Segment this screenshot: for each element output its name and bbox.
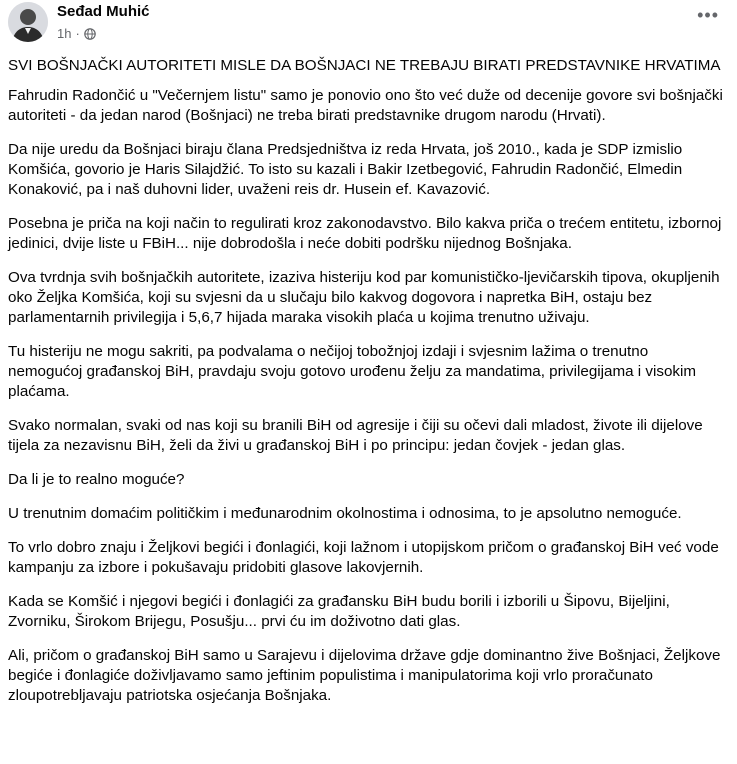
avatar-photo — [8, 2, 48, 42]
post-paragraph: Da nije uredu da Bošnjaci biraju člana Predsjedništva iz reda Hrvata, još 2010., kada je SDP izmislio Komšića, govorio je Haris Silajdžić. To isto su kazali i Bakir Izetbegović, Fahrudin Radončić, Elmedin Konaković, pa i naš duhovni lider, uvaženi reis dr. Husein ef. Kavazović. — [8, 141, 683, 198]
post-headline: SVI BOŠNJAČKI AUTORITETI MISLE DA BOŠNJACI NE TREBAJU BIRATI PREDSTAVNIKE HRVATIMA — [8, 57, 721, 74]
more-options-icon[interactable]: ••• — [697, 5, 719, 25]
post-paragraph: Kada se Komšić i njegovi begići i đonlagići za građansku BiH budu borili i izborili u Šipovu, Bijeljini, Zvorniku, Širokom Brijegu, Posušju... prvi ću im doživotno dati glas. — [8, 593, 670, 630]
avatar[interactable] — [8, 2, 48, 42]
post-paragraph: To vrlo dobro znaju i Željkovi begići i đonlagići, koji lažnom i utopijskom pričom o građanskoj BiH već vode kampanju za izbore i pokušavaju pridobiti glasove lakovjernih. — [8, 539, 719, 576]
post-text — [8, 56, 723, 720]
author-name[interactable]: Seđad Muhić — [57, 3, 150, 20]
post-paragraph: Posebna je priča na koji način to regulirati kroz zakonodavstvo. Bilo kakva priča o trećem entitetu, izbornoj jedinici, dvije liste u FBiH... nije dobrodošla i neće dobiti podršku nijednog Bošnjaka. — [8, 215, 722, 252]
post-paragraph: Fahrudin Radončić u "Večernjem listu" samo je ponovio ono što već duže od decenije govore svi bošnjački autoriteti - da jedan narod (Bošnjaci) ne treba birati predstavnike drugom narodu (Hrvati). — [8, 87, 723, 124]
post-paragraph: Tu histeriju ne mogu sakriti, pa podvalama o nečijoj tobožnjoj izdaji i svjesnim lažima o trenutno nemogućoj građanskoj BiH, pravdaju svoju gotovo urođenu želju za mandatima, privilegijama i visokim plaćama. — [8, 343, 697, 400]
post-meta: 1h · — [57, 26, 96, 41]
post-paragraph: Svako normalan, svaki od nas koji su branili BiH od agresije i čiji su očevi dali mladost, živote ili dijelove tijela za nezavisnu BiH, želi da živi u građanskoj BiH i po principu: jedan čovjek - jedan glas. — [8, 417, 703, 454]
post-paragraph: Ova tvrdnja svih bošnjačkih autoritete, izaziva histeriju kod par komunističko-ljevičarskih tipova, okupljenih oko Željka Komšića, koji su svjesni da u slučaju bilo kakvog dogovora i napretka BiH, ostaju bez parlamentarnih privilegija i 5,6,7 hijada maraka visokih plaća u kojima trenutno uživaju. — [8, 269, 720, 326]
post-time[interactable]: 1h — [57, 26, 72, 41]
post-paragraph: Ali, pričom o građanskoj BiH samo u Sarajevu i dijelovima države gdje dominantno žive Bošnjaci, Željkove begiće i đonlagiće doživljavamo samo jeftinim populistima i manipulatorima koji vrlo proračunato zloupotrebljavaju patriotska osjećanja Bošnjaka. — [8, 647, 721, 704]
post-paragraph: Da li je to realno moguće? — [8, 471, 185, 488]
globe-icon — [84, 28, 96, 40]
post-paragraph: U trenutnim domaćim političkim i međunarodnim okolnostima i odnosima, to je apsolutno nemoguće. — [8, 505, 682, 522]
